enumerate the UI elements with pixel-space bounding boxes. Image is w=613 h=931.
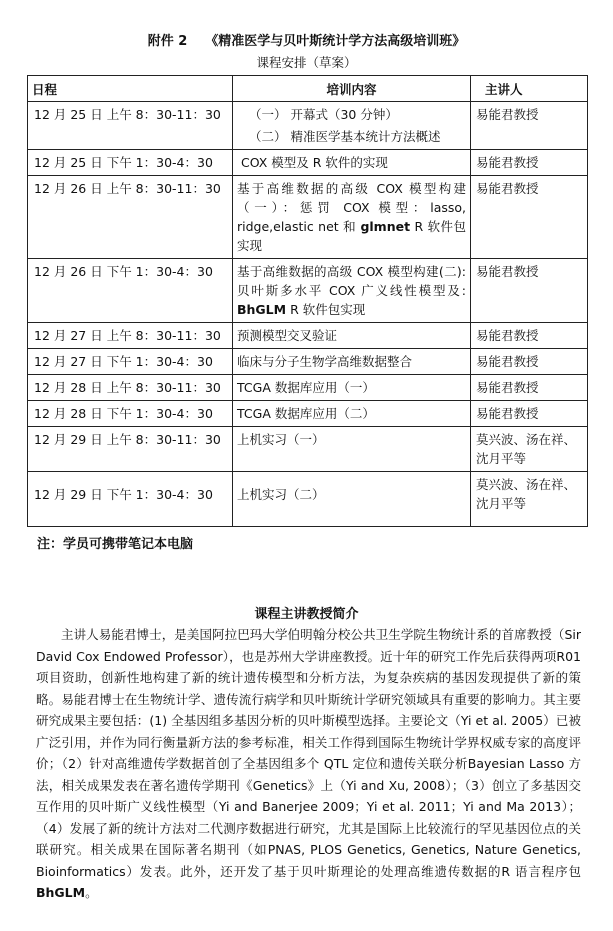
table-row (28, 427, 588, 472)
table-row (28, 323, 588, 349)
row-content: 临床与分子生物学高维数据整合 (233, 349, 471, 375)
row-speaker: 易能君教授 (471, 323, 588, 349)
table-row (28, 349, 588, 375)
header-content: 培训内容 (233, 76, 471, 102)
table-row (28, 259, 588, 323)
row-speaker: 易能君教授 (471, 401, 588, 427)
row-speaker: 易能君教授 (471, 349, 588, 375)
content-text: 基于高维数据的高级 COX 模型构建(二): 贝叶斯多水平 COX 广义线性模型及: (237, 264, 466, 298)
content-text: R 软件包实现 (237, 219, 466, 253)
row-date: 12 月 29 日 上午 8：30-11：30 (28, 427, 233, 472)
document-title (0, 30, 613, 49)
intro-text-end: 。 (85, 885, 98, 900)
content-line: COX 模型及 R 软件的实现 (241, 155, 388, 170)
table-row (28, 472, 588, 527)
row-speaker: 易能君教授 (471, 102, 588, 150)
row-content (233, 259, 471, 323)
table-row (28, 102, 588, 150)
row-speaker: 易能君教授 (471, 150, 588, 176)
row-date: 12 月 27 日 下午 1：30-4：30 (28, 349, 233, 375)
row-speaker: 易能君教授 (471, 375, 588, 401)
table-header-row (28, 76, 588, 102)
attachment-label: 附件 2 (147, 34, 188, 49)
row-date: 12 月 29 日 下午 1：30-4：30 (28, 472, 233, 527)
intro-body (36, 624, 581, 904)
content-line: （一） 开幕式（30 分钟） (249, 107, 398, 122)
row-content: TCGA 数据库应用（一） (233, 375, 471, 401)
content-line: （二） 精准医学基本统计方法概述 (249, 129, 441, 144)
row-content: 预测模型交叉验证 (233, 323, 471, 349)
intro-heading: 课程主讲教授简介 (254, 607, 359, 622)
content-text: 基于高维数据的高级 COX 模型构建（一）：惩罚 COX 模型：lasso, ridge,elastic net 和 (237, 181, 466, 234)
row-content: 上机实习（一） (233, 427, 471, 472)
row-date: 12 月 26 日 下午 1：30-4：30 (28, 259, 233, 323)
course-title: 《精准医学与贝叶斯统计学方法高级培训班》 (205, 34, 466, 49)
row-date: 12 月 25 日 上午 8：30-11：30 (28, 102, 233, 150)
header-speaker: 主讲人 (471, 76, 588, 102)
row-content: 上机实习（二） (233, 472, 471, 527)
schedule-table (27, 75, 588, 527)
row-content: TCGA 数据库应用（二） (233, 401, 471, 427)
row-date: 12 月 27 日 上午 8：30-11：30 (28, 323, 233, 349)
table-row (28, 176, 588, 259)
row-speaker: 莫兴波、汤在祥、沈月平等 (471, 427, 588, 472)
row-content (233, 176, 471, 259)
row-speaker: 易能君教授 (471, 259, 588, 323)
header-date: 日程 (28, 76, 233, 102)
row-content (233, 150, 471, 176)
row-date: 12 月 28 日 上午 8：30-11：30 (28, 375, 233, 401)
laptop-note: 注：学员可携带笔记本电脑 (37, 537, 194, 552)
row-speaker: 莫兴波、汤在祥、沈月平等 (471, 472, 588, 527)
bhglm-package-name: BhGLM (237, 302, 287, 317)
row-date: 12 月 25 日 下午 1：30-4：30 (28, 150, 233, 176)
row-date: 12 月 26 日 上午 8：30-11：30 (28, 176, 233, 259)
table-row (28, 375, 588, 401)
content-text: R 软件包实现 (286, 302, 366, 317)
row-speaker: 易能君教授 (471, 176, 588, 259)
glmnet-package-name: glmnet (360, 219, 411, 234)
document-subtitle: 课程安排（草案） (256, 55, 357, 70)
intro-paragraph (36, 624, 581, 904)
table-row (28, 150, 588, 176)
row-content (233, 102, 471, 150)
intro-text: 主讲人易能君博士，是美国阿拉巴玛大学伯明翰分校公共卫生学院生物统计系的首席教授（Sir David Cox Endowed Professor），也是苏州大学讲座教授。近十年的研究工作先后获得两项R01 项目资助，创新性地构建了新的统计遗传模型和分析方法，为复杂疾病的基因发现提供了新的策略。易能君博士在生物统计学、遗传流行病学和贝叶斯统计学研究领域具有重要的影响力。其主要研究成果主要包括：(1) 全基因组多基因分析的贝叶斯模型选择。主要论文（Yi et al. 2005）已被广泛引用，并作为同行衡量新方法的参考标准，相关工作得到国际生物统计学界权威专家的高度评价；（2）针对高维遗传学数据首创了全基因组多个 QTL 定位和遗传关联分析Bayesian Lasso 方法，相关成果发表在著名遗传学期刊《Genetics》上（Yi and Xu, 2008）；（3）创立了多基因交互作用的贝叶斯广义线性模型（Yi and Banerjee 2009；Yi et al. 2011；Yi and Ma 2013）；（4）发展了新的统计方法对二代测序数据进行研究，尤其是国际上比较流行的罕见基因位点的关联研究。相关成果在国际著名期刊（如PNAS, PLOS Genetics, Genetics, Nature Genetics, Bioinformatics）发表。此外，还开发了基于贝叶斯理论的处理高维遗传数据的R 语言程序包 (36, 627, 581, 879)
row-date: 12 月 28 日 下午 1：30-4：30 (28, 401, 233, 427)
bhglm-package-name: BhGLM (36, 885, 86, 900)
table-row (28, 401, 588, 427)
